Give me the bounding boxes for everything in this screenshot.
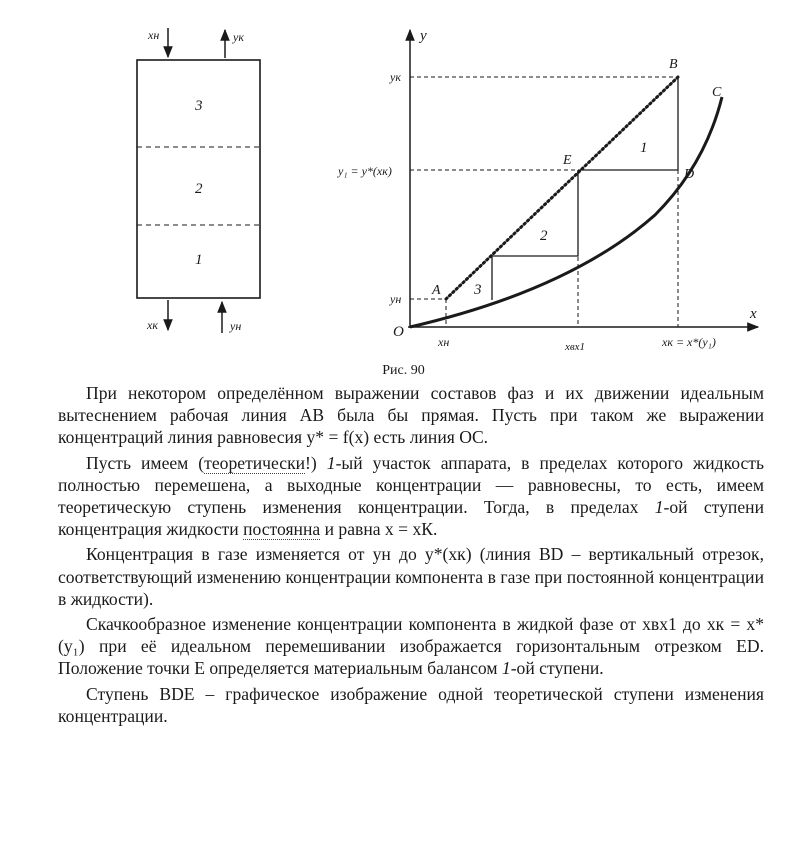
dotted-term: теоретически: [204, 452, 306, 473]
step-label-1: 1: [640, 140, 648, 156]
dotted-term: постоянна: [243, 519, 321, 540]
figure-90: [0, 0, 807, 360]
section-label-2: 2: [195, 181, 203, 197]
column-diagram: [137, 28, 260, 333]
step-label-3: 3: [474, 282, 482, 298]
point-e: E: [563, 153, 572, 168]
paragraph-2: [58, 452, 764, 541]
paragraph-1: При некотором определённом выражении составов фаз и их движении идеальным вытеснением рабочая линия AB была бы прямая. Пусть при таком же выражении концентраций линия равновесия y* = f(x) есть линия OC.: [58, 383, 764, 448]
label-xvx1: xвх1: [565, 341, 586, 353]
italic-number: 1: [501, 658, 511, 679]
section-label-1: 1: [195, 252, 203, 268]
column-top-in-label: xн: [148, 28, 160, 42]
label-xk: xк = x*(y₁): [662, 335, 716, 349]
text-span: -ой ступени.: [510, 658, 604, 679]
label-yk: yк: [390, 70, 401, 84]
section-label-3: 3: [195, 98, 203, 114]
point-a: A: [432, 283, 441, 298]
text-span: !): [305, 452, 327, 473]
label-y1: y₁ = y*(xк): [338, 164, 392, 178]
step-label-2: 2: [540, 228, 548, 244]
paragraph-3: Концентрация в газе изменяется от yн до y*(xк) (линия BD – вертикальный отрезок, соответствующий изменению концентрации компонента в газе при постоянной концентрации в жидкости).: [58, 544, 764, 609]
column-top-out-label: yк: [233, 30, 244, 44]
column-bottom-in-label: yн: [230, 319, 242, 333]
origin-label: O: [393, 324, 404, 340]
label-yn: yн: [390, 292, 402, 306]
x-axis-label: x: [750, 306, 757, 322]
italic-number: 1: [326, 452, 336, 473]
point-b: B: [669, 57, 678, 72]
text-span: -ой ступени концентрация жидкости: [58, 497, 764, 540]
text-span: Скачкообразное изменение концентрации компонента в жидкой фазе от xвх1 до xк = x*(y₁) при её идеальном перемешивании изображается горизонтальным отрезком ED. Положение точки E определяется материальным балансом: [58, 614, 764, 679]
body-text: [58, 382, 764, 730]
y-axis-label: y: [420, 28, 427, 44]
italic-number: 1: [654, 497, 664, 518]
paragraph-5: Ступень BDE – графическое изображение одной теоретической ступени изменения концентрации.: [58, 683, 764, 726]
text-span: Пусть имеем (: [86, 452, 205, 473]
point-d: D: [684, 167, 695, 182]
column-bottom-out-label: xк: [147, 318, 158, 332]
equilibrium-graph: [337, 28, 758, 353]
figure-caption: Рис. 90: [382, 363, 425, 378]
operating-line-ab: [446, 77, 678, 299]
text-span: -ый участок аппарата, в пределах которого жидкость полностью перемешена, а выходные концентрации — равновесны, то есть, имеем теоретическую ступень изменения концентрации. Тогда, в пределах: [58, 452, 764, 518]
point-c: C: [712, 85, 722, 100]
text-span: и равна x = xК.: [320, 519, 438, 540]
paragraph-4: [58, 613, 764, 680]
label-xn: xн: [438, 335, 450, 349]
equilibrium-curve-oc: [410, 97, 722, 327]
